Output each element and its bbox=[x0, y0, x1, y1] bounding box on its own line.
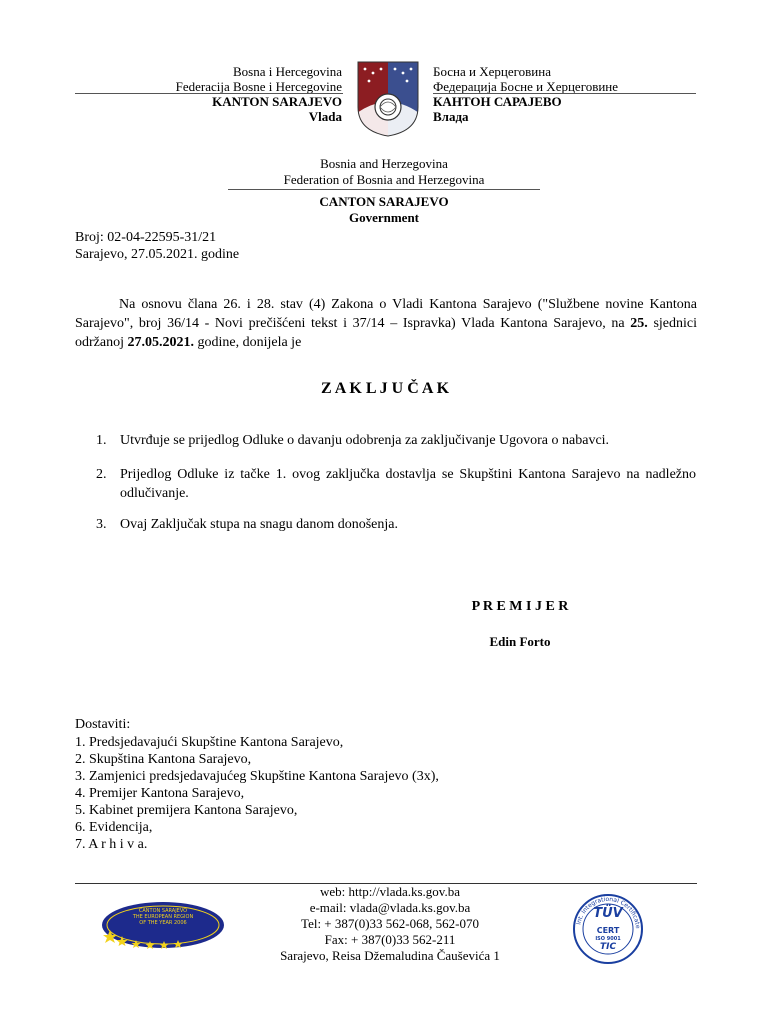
intro-paragraph bbox=[75, 295, 697, 352]
header-english-line-3: CANTON SARAJEVO bbox=[319, 194, 449, 209]
header-right-line-1: Босна и Херцеговина bbox=[433, 64, 551, 79]
footer-web[interactable]: web: http://vlada.ks.gov.ba bbox=[320, 884, 460, 899]
intro-session-date: 27.05.2021. bbox=[127, 335, 194, 350]
dostaviti-heading: Dostaviti: bbox=[75, 717, 131, 732]
footer-tel: Tel: + 387(0)33 562-068, 562-070 bbox=[301, 916, 479, 931]
header-right-line-3: КАНТОН САРАЈЕВО bbox=[433, 94, 562, 109]
intro-session-number: 25. bbox=[630, 316, 648, 331]
european-region-logo bbox=[100, 900, 226, 950]
dostaviti-item: 6. Evidencija, bbox=[75, 820, 153, 835]
footer-email[interactable]: e-mail: vlada@vlada.ks.gov.ba bbox=[309, 900, 471, 915]
logo-text-line: THE EUROPEAN REGION bbox=[132, 914, 194, 920]
header-right-line-2: Федерација Босне и Херцеговине bbox=[433, 79, 619, 94]
tuv-iso: ISO 9001 bbox=[595, 936, 621, 942]
footer-address: Sarajevo, Reisa Džemaludina Čauševića 1 bbox=[280, 948, 500, 963]
header-english-line-4: Government bbox=[348, 210, 420, 225]
document-number: Broj: 02-04-22595-31/21 bbox=[75, 230, 217, 245]
dostaviti-item: 2. Skupština Kantona Sarajevo, bbox=[75, 752, 252, 767]
dostaviti-item: 7. A r h i v a. bbox=[75, 837, 148, 852]
header-left-line-1: Bosna i Hercegovina bbox=[232, 64, 342, 79]
list-item-number: 2. bbox=[96, 467, 107, 482]
dostaviti-item: 4. Premijer Kantona Sarajevo, bbox=[75, 786, 245, 801]
tuv-tic: TIC bbox=[599, 942, 617, 952]
header-english-line-1: Bosnia and Herzegovina bbox=[320, 156, 448, 171]
tuv-brand: TÜV bbox=[593, 906, 623, 921]
tuv-ring-text: Int. Integrational Certificate bbox=[575, 895, 642, 929]
dostaviti-item: 5. Kabinet premijera Kantona Sarajevo, bbox=[75, 803, 298, 818]
document-title: Z A K L J U Č A K bbox=[320, 380, 450, 397]
signature-role: P R E M I J E R bbox=[471, 599, 569, 614]
list-item-text: Prijedlog Odluke iz tačke 1. ovog zaključka dostavlja se Skupštini Kantona Sarajevo na nadležno odlučivanje. bbox=[120, 467, 696, 501]
intro-text-3: godine, donijela je bbox=[193, 335, 302, 350]
dostaviti-item: 1. Predsjedavajući Skupštine Kantona Sarajevo, bbox=[75, 735, 344, 750]
list-item-text: Ovaj Zaključak stupa na snagu danom donošenja. bbox=[120, 517, 398, 532]
header-left-line-3: KANTON SARAJEVO bbox=[212, 94, 342, 109]
header-right-line-4: Влада bbox=[433, 109, 469, 124]
coat-of-arms-icon bbox=[357, 61, 419, 137]
signature-name: Edin Forto bbox=[489, 634, 551, 649]
header-left-line-4: Vlada bbox=[308, 109, 342, 124]
list-item-number: 3. bbox=[96, 517, 107, 532]
logo-text-line: OF THE YEAR 2006 bbox=[139, 920, 187, 926]
footer-fax: Fax: + 387(0)33 562-211 bbox=[324, 932, 456, 947]
header-english-rule bbox=[228, 189, 540, 190]
dostaviti-item: 3. Zamjenici predsjedavajućeg Skupštine Kantona Sarajevo (3x), bbox=[75, 769, 439, 784]
list-item-text: Utvrđuje se prijedlog Odluke o davanju odobrenja za zaključivanje Ugovora o nabavci. bbox=[120, 433, 610, 448]
intro-text-2: sjednici održanoj bbox=[75, 316, 697, 350]
logo-text-line: CANTON SARAJEVO bbox=[138, 908, 188, 914]
tuv-cert-logo bbox=[570, 893, 646, 965]
header-left-line-2: Federacija Bosne i Hercegovine bbox=[175, 79, 342, 94]
document-place-date: Sarajevo, 27.05.2021. godine bbox=[75, 247, 240, 262]
header-english-line-2: Federation of Bosnia and Herzegovina bbox=[283, 172, 485, 187]
intro-text-1: Na osnovu člana 26. i 28. stav (4) Zakona o Vladi Kantona Sarajevo ("Službene novine Kantona Sarajevo", broj 36/14 - Novi prečišćeni tekst i 37/14 – Ispravka) Vlada Kantona Sarajevo, na bbox=[75, 297, 697, 331]
tuv-cert: CERT bbox=[596, 926, 620, 935]
list-item-number: 1. bbox=[96, 433, 107, 448]
